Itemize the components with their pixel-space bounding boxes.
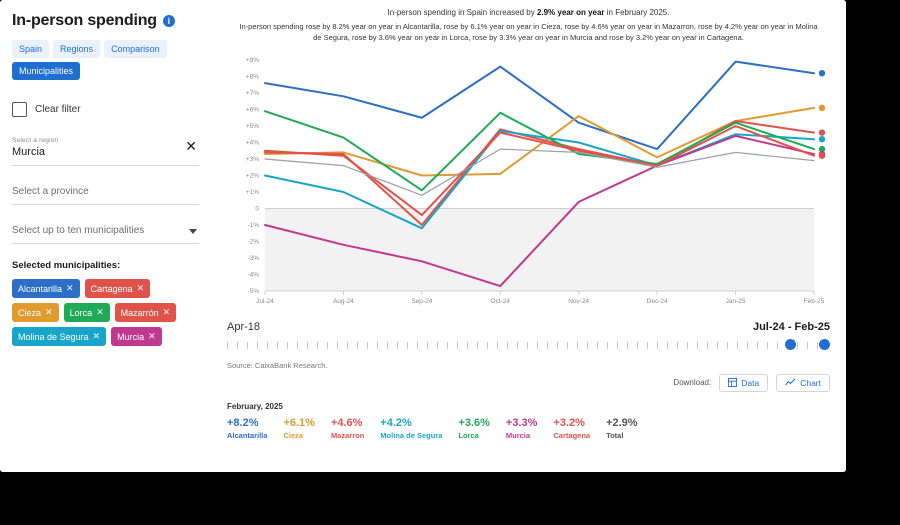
y-axis-tick-label: -4% — [247, 271, 259, 278]
stat-name: Cartagena — [553, 430, 591, 440]
slider-tick — [507, 342, 508, 349]
filter-body — [0, 102, 211, 346]
series-endpoint-cieza — [819, 104, 825, 110]
slider-tick — [567, 342, 568, 349]
stat-item — [606, 417, 638, 440]
stat-item — [283, 417, 315, 440]
stat-name: Alcantarilla — [227, 430, 268, 440]
slider-tick — [807, 342, 808, 349]
close-icon[interactable]: ✕ — [45, 307, 53, 317]
slider-tick — [817, 342, 818, 349]
slider-tick — [657, 342, 658, 349]
close-icon[interactable]: ✕ — [96, 307, 104, 317]
tab-municipalities[interactable]: Municipalities — [12, 62, 80, 80]
slider-tick — [777, 342, 778, 349]
slider-tick — [637, 342, 638, 349]
slider-tick — [387, 342, 388, 349]
slider-tick — [527, 342, 528, 349]
slider-tick — [407, 342, 408, 349]
clear-filter-label: Clear filter — [35, 104, 81, 115]
stat-item — [458, 417, 490, 440]
headline — [211, 0, 846, 19]
slider-ticks — [227, 345, 830, 346]
slider-tick — [687, 342, 688, 349]
close-icon[interactable]: ✕ — [185, 138, 197, 154]
y-axis-tick-label: +8% — [245, 73, 259, 80]
slider-tick — [357, 342, 358, 349]
stat-name: Molina de Segura — [380, 430, 443, 440]
stat-value: +2.9% — [606, 416, 638, 429]
slider-tick — [497, 342, 498, 349]
slider-tick — [487, 342, 488, 349]
close-icon[interactable]: ✕ — [162, 307, 171, 317]
slider-tick — [677, 342, 678, 349]
slider-tick — [257, 342, 258, 349]
y-axis-tick-label: +1% — [245, 188, 259, 196]
content-area — [211, 0, 846, 472]
info-icon[interactable]: i — [163, 15, 175, 27]
close-icon[interactable]: ✕ — [92, 331, 101, 341]
chart-negative-band — [265, 208, 814, 291]
slider-tick — [327, 342, 328, 349]
y-axis-tick-label: +6% — [245, 106, 259, 113]
series-endpoint-alcantarilla — [819, 70, 825, 76]
x-axis-tick-label: Jan-25 — [725, 297, 746, 305]
download-label: Download: — [673, 378, 712, 387]
line-chart-icon — [785, 378, 796, 387]
stat-item — [506, 417, 538, 440]
slider-tick — [747, 342, 748, 349]
chip-mazarron[interactable] — [115, 303, 177, 322]
slider-tick — [237, 342, 238, 349]
selected-municipalities-chips — [12, 279, 199, 346]
chip-label: Molina de Segura — [18, 331, 89, 342]
slider-tick — [647, 342, 648, 349]
slider-tick — [797, 342, 798, 349]
y-axis-tick-label: -5% — [247, 287, 259, 295]
filter-sidebar — [0, 0, 212, 472]
chip-murcia[interactable] — [111, 327, 162, 346]
line-chart-svg[interactable] — [221, 50, 836, 315]
x-axis-tick-label: Dec-24 — [646, 297, 668, 305]
slider-tick — [707, 342, 708, 349]
slider-tick — [597, 342, 598, 349]
slider-tick — [437, 342, 438, 349]
chip-cieza[interactable] — [12, 303, 59, 322]
x-axis-tick-label: Aug-24 — [332, 297, 354, 305]
footer-stats — [211, 392, 846, 440]
slider-tick — [577, 342, 578, 349]
slider-tick — [737, 342, 738, 349]
slider-tick — [397, 342, 398, 349]
slider-tick — [727, 342, 728, 349]
chip-alcantarilla[interactable] — [12, 279, 80, 298]
slider-range-label: Jul-24 - Feb-25 — [752, 320, 830, 333]
stat-value: +3.3% — [505, 416, 538, 429]
slider-knob-right[interactable] — [819, 339, 830, 350]
slider-tick — [287, 342, 288, 349]
y-axis-tick-label: -3% — [247, 254, 259, 262]
slider-tick — [607, 342, 608, 349]
slider-tick — [467, 342, 468, 349]
x-axis-tick-label: Nov-24 — [568, 297, 590, 305]
stat-value: +6.1% — [283, 416, 315, 429]
x-axis-tick-label: Jul-24 — [256, 297, 274, 305]
stat-item — [331, 417, 364, 440]
chip-label: Murcia — [117, 331, 145, 342]
slider-tick — [337, 342, 338, 349]
chip-label: Alcantarilla — [18, 283, 63, 294]
region-select[interactable] — [12, 127, 199, 166]
download-data-label: Data — [741, 377, 760, 388]
headline-prefix: In-person spending in Spain increased by — [387, 8, 537, 17]
y-axis-tick-label: +9% — [245, 56, 259, 64]
tab-comparison[interactable]: Comparison — [104, 40, 167, 58]
y-axis-tick-label: +2% — [245, 172, 259, 179]
tab-spain[interactable]: Spain — [12, 40, 49, 58]
slider-tick — [587, 342, 588, 349]
slider-tick — [447, 342, 448, 349]
chip-label: Cartagena — [90, 283, 133, 294]
stat-value: +4.2% — [380, 416, 412, 429]
slider-tick — [367, 342, 368, 349]
stat-name: Total — [606, 430, 624, 440]
slider-tick — [547, 342, 548, 349]
series-endpoint-cartagena — [819, 152, 825, 158]
download-chart-button[interactable] — [776, 374, 830, 392]
download-row — [211, 370, 846, 392]
table-icon — [728, 378, 737, 387]
slider-tick — [457, 342, 458, 349]
headline-suffix: in February 2025. — [604, 8, 670, 17]
region-select-label: Select a region — [12, 137, 59, 144]
summary-text: In-person spending rose by 8.2% year on year in Alcantarilla, rose by 6.1% year on year in Cieza, rose by 4.6% year on year in Mazarron, rose by 4.2% year on year in Molina de Segura, rose by 3.6% year on year in Lorca, rose by 3.3% year on year in Murcia and rose by 3.2% year on year in Cartagena. — [239, 22, 818, 43]
slider-tick — [557, 342, 558, 349]
selected-municipalities-title: Selected municipalities: — [12, 260, 121, 271]
slider-tick — [617, 342, 618, 349]
stat-item — [227, 417, 267, 440]
series-endpoint-molina-de-segura — [819, 136, 825, 142]
municipality-select[interactable] — [12, 215, 199, 244]
slider-tick — [297, 342, 298, 349]
slider-tick — [427, 342, 428, 349]
slider-tick — [667, 342, 668, 349]
slider-start-label: Apr-18 — [227, 320, 261, 333]
slider-tick — [717, 342, 718, 349]
province-select[interactable] — [12, 176, 199, 205]
stat-item — [553, 417, 590, 440]
x-axis-tick-label: Oct-24 — [490, 297, 511, 305]
stat-value: +3.6% — [458, 416, 490, 429]
clear-filter-checkbox[interactable] — [12, 102, 27, 117]
download-chart-label: Chart — [800, 377, 821, 388]
slider-tick — [537, 342, 538, 349]
series-line-total — [265, 149, 814, 195]
download-data-button[interactable] — [719, 374, 768, 392]
x-axis-tick-label: Sep-24 — [411, 297, 433, 305]
slider-tick — [757, 342, 758, 349]
chart[interactable] — [221, 50, 836, 315]
slider-tick — [477, 342, 478, 349]
page-title — [0, 0, 211, 36]
close-icon[interactable]: ✕ — [136, 283, 145, 293]
chip-molina-de-segura[interactable] — [12, 327, 106, 346]
slider-tick — [417, 342, 418, 349]
close-icon[interactable]: ✕ — [66, 283, 74, 293]
y-axis-tick-label: 0 — [255, 205, 259, 212]
slider-tick — [227, 342, 228, 349]
tab-regions[interactable]: Regions — [53, 40, 100, 58]
slider-tick — [317, 342, 318, 349]
stat-name: Lorca — [458, 430, 479, 440]
y-axis-tick-label: +7% — [245, 89, 259, 97]
slider-tick — [277, 342, 278, 349]
stat-value: +3.2% — [553, 416, 585, 429]
y-axis-tick-label: -2% — [247, 238, 259, 245]
time-range-slider[interactable] — [211, 315, 846, 353]
series-endpoint-mazarron — [819, 129, 825, 135]
stat-name: Murcia — [505, 430, 531, 440]
clear-filter-row[interactable] — [12, 102, 199, 117]
chip-label: Mazarrón — [120, 307, 159, 318]
stat-value: +8.2% — [227, 416, 259, 429]
slider-tick — [347, 342, 348, 349]
municipality-select-placeholder: Select up to ten municipalities — [12, 225, 145, 236]
stat-name: Mazarron — [330, 430, 365, 440]
tab-bar — [0, 36, 211, 88]
x-axis-tick-label: Feb-25 — [803, 297, 825, 305]
province-select-placeholder: Select a province — [12, 186, 89, 197]
region-select-value: Murcia — [12, 146, 46, 158]
stat-name: Cieza — [283, 430, 304, 440]
chip-label: Cieza — [18, 307, 42, 318]
slider-tick — [767, 342, 768, 349]
footer-date: February, 2025 — [227, 401, 283, 411]
stat-list — [227, 417, 830, 440]
stat-value: +4.6% — [330, 416, 363, 429]
slider-track[interactable] — [227, 339, 830, 353]
chip-lorca[interactable] — [64, 303, 110, 322]
y-axis-tick-label: +5% — [245, 122, 259, 130]
page-title-text: In-person spending — [12, 12, 157, 29]
y-axis-tick-label: +4% — [245, 139, 259, 146]
chevron-down-icon[interactable] — [189, 229, 197, 234]
slider-tick — [517, 342, 518, 349]
slider-tick — [377, 342, 378, 349]
source-note: Source: CaixaBank Research. — [227, 360, 328, 370]
slider-tick — [307, 342, 308, 349]
y-axis-tick-label: -1% — [247, 221, 259, 229]
y-axis-tick-label: +3% — [245, 155, 259, 163]
chip-label: Lorca — [69, 307, 93, 318]
chip-cartagena[interactable] — [85, 279, 151, 298]
slider-tick — [267, 342, 268, 349]
close-icon[interactable]: ✕ — [148, 331, 156, 341]
slider-knob-left[interactable] — [785, 339, 796, 350]
slider-labels — [227, 321, 830, 333]
slider-tick — [627, 342, 628, 349]
headline-value: 2.9% year on year — [536, 8, 605, 17]
stat-item — [380, 417, 442, 440]
slider-tick — [697, 342, 698, 349]
slider-tick — [247, 342, 248, 349]
